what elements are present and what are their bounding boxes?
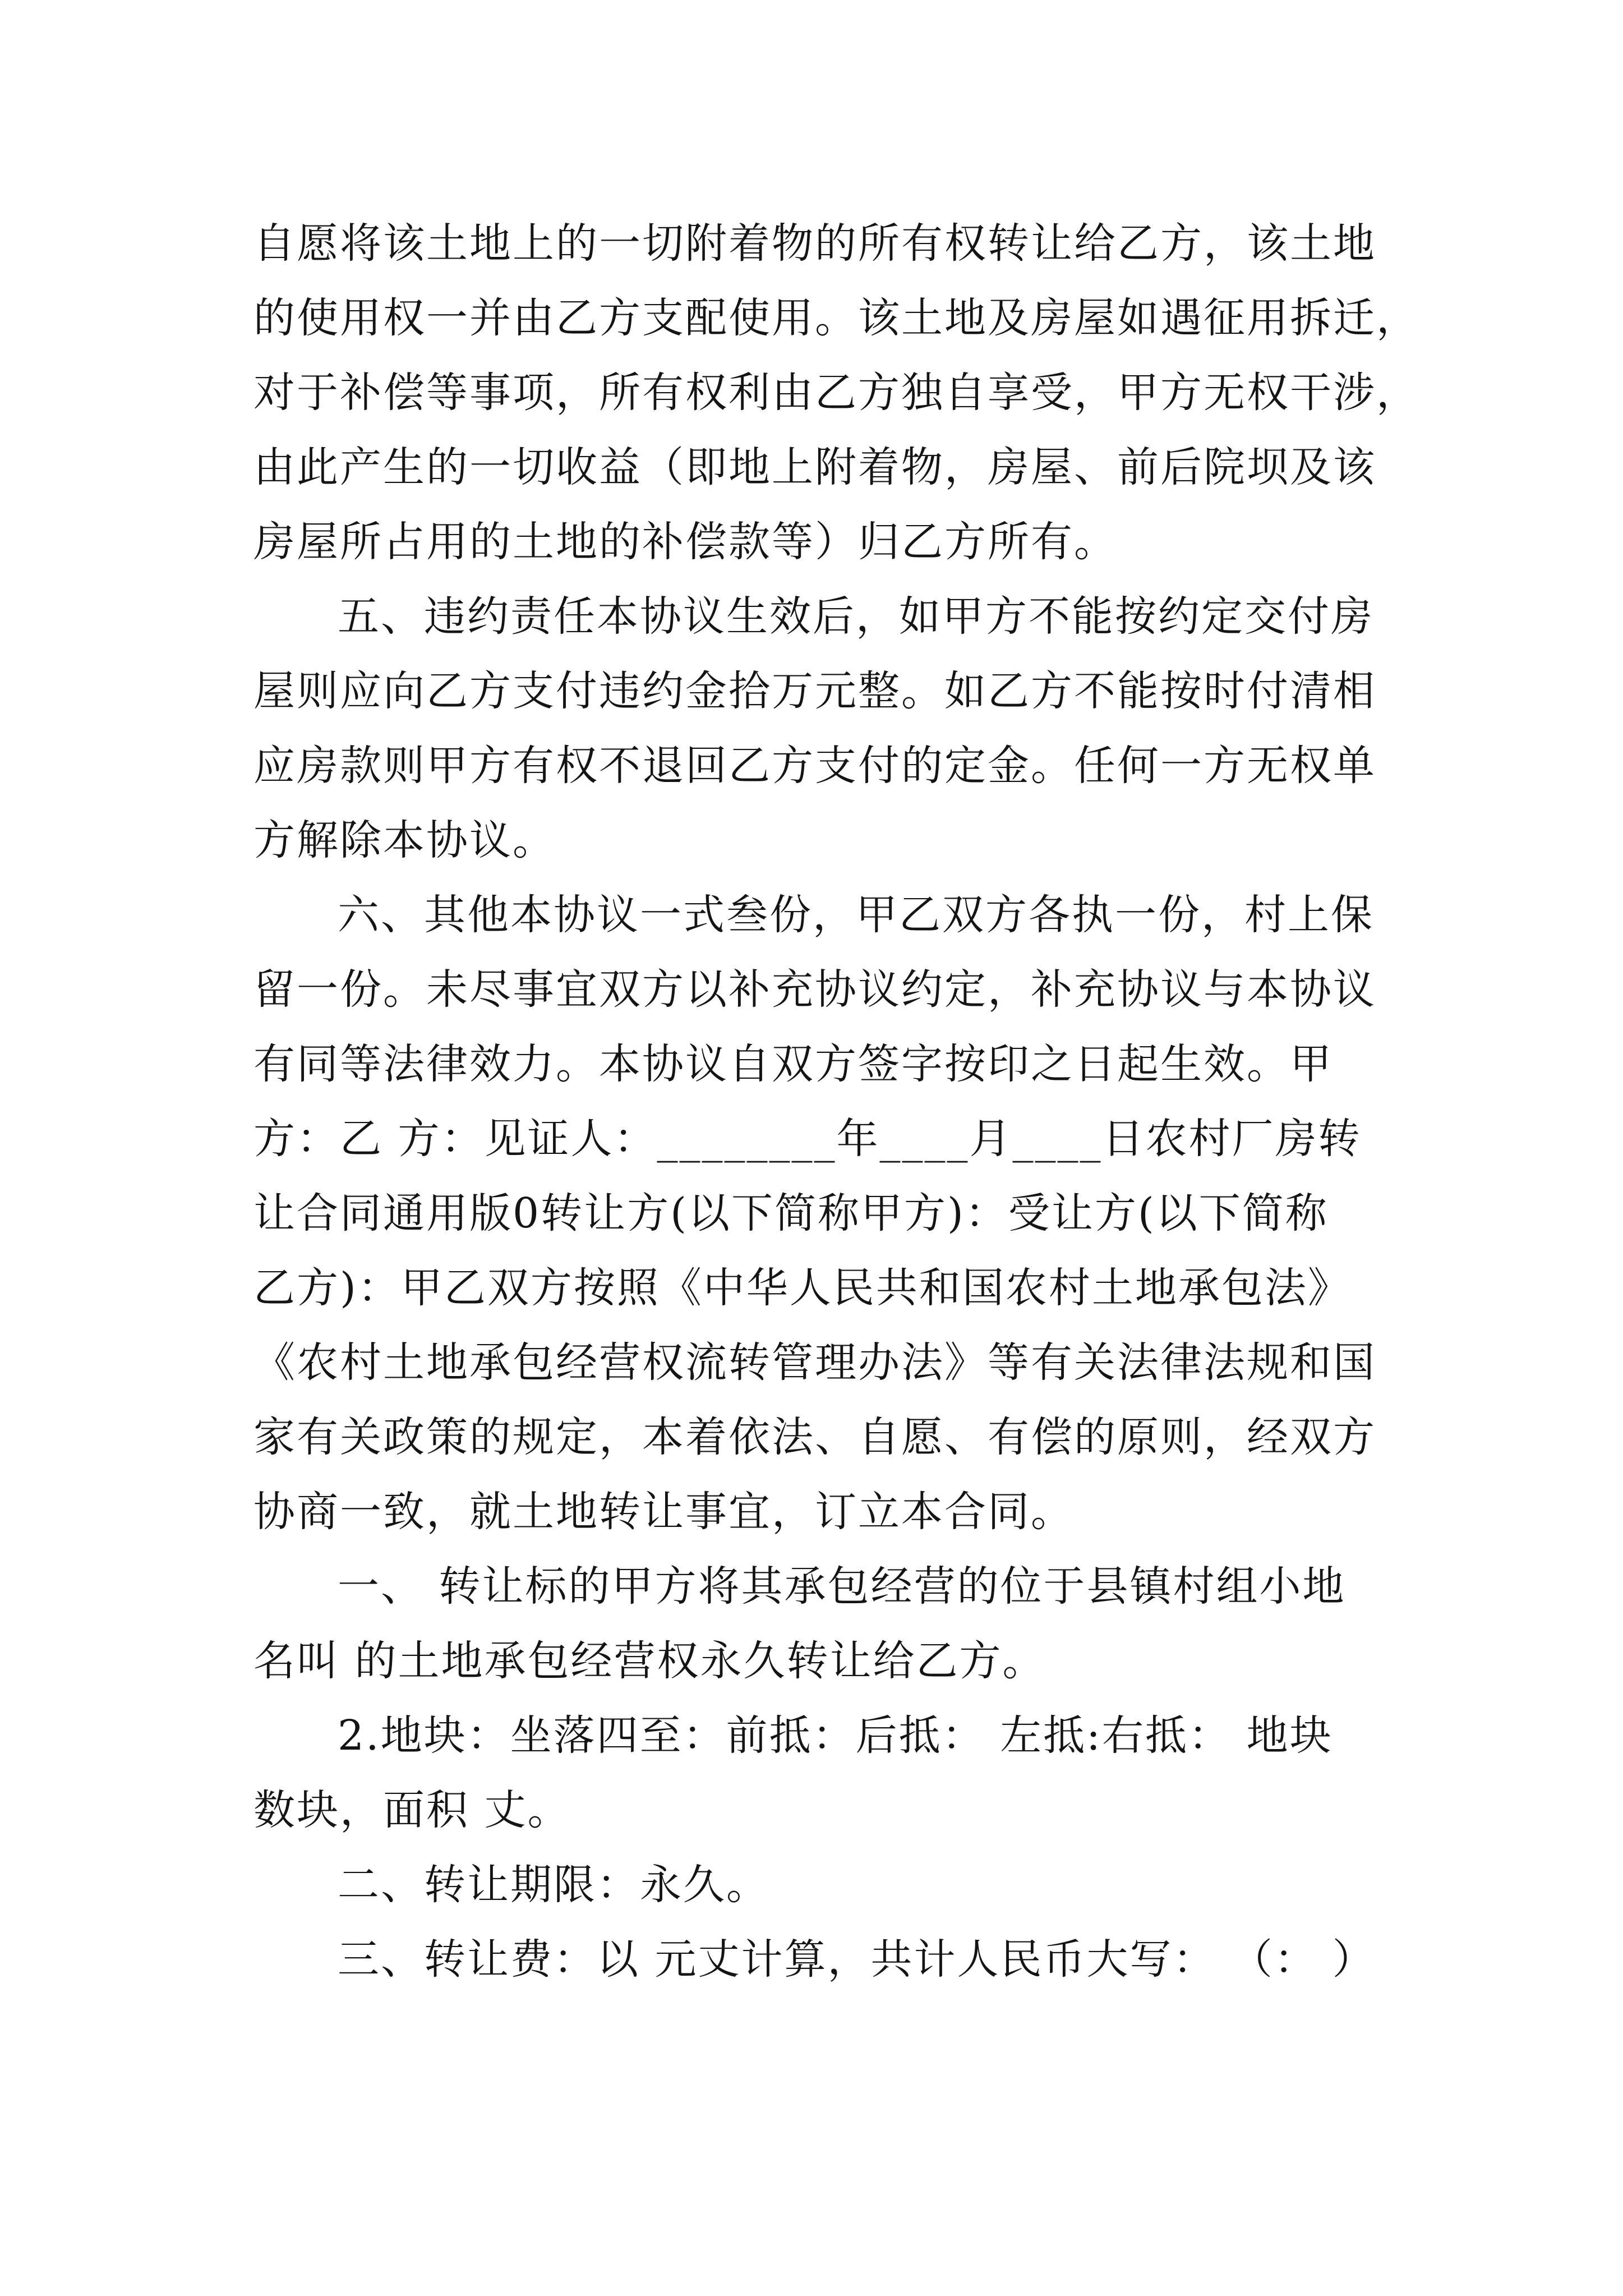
text-line: 屋则应向乙方支付违约金拾万元整。如乙方不能按时付清相 [253, 667, 1376, 715]
text-line: 让合同通用版0转让方(以下简称甲方)：受让方(以下简称 [253, 1189, 1329, 1237]
plot-boundaries-line: 2.地块：坐落四至：前抵：后抵： 左抵:右抵： 地块 [338, 1711, 1333, 1760]
text-line: 应房款则甲方有权不退回乙方支付的定金。任何一方无权单 [253, 742, 1376, 790]
text-line: 由此产生的一切收益（即地上附着物，房屋、前后院坝及该 [253, 443, 1376, 491]
text-line: 方解除本协议。 [253, 816, 556, 864]
text-line: 数块，面积 丈。 [253, 1786, 571, 1834]
text-line: 对于补偿等事项，所有权利由乙方独自享受，甲方无权干涉， [253, 369, 1419, 417]
section-one-heading-line: 一、 转让标的甲方将其承包经营的位于县镇村组小地 [338, 1562, 1346, 1611]
text-line: 名叫 的土地承包经营权永久转让给乙方。 [253, 1637, 1046, 1685]
section-five-heading-line: 五、违约责任本协议生效后，如甲方不能按约定交付房 [338, 592, 1374, 641]
text-line: 房屋所占用的土地的补偿款等）归乙方所有。 [253, 518, 1117, 566]
section-six-heading-line: 六、其他本协议一式叁份，甲乙双方各执一份，村上保 [338, 891, 1374, 939]
text-line: 家有关政策的规定，本着依法、自愿、有偿的原则，经双方 [253, 1413, 1376, 1461]
section-three-heading-line: 三、转让费：以 元丈计算，共计人民币大写： （： ） [338, 1935, 1376, 1984]
text-line: 乙方)：甲乙双方按照《中华人民共和国农村土地承包法》 [253, 1264, 1351, 1312]
section-two-heading-line: 二、转让期限：永久。 [338, 1861, 769, 1909]
text-line: 自愿将该土地上的一切附着物的所有权转让给乙方，该土地 [253, 219, 1376, 268]
text-line: 的使用权一并由乙方支配使用。该土地及房屋如遇征用拆迁， [253, 294, 1419, 342]
text-line: 《农村土地承包经营权流转管理办法》等有关法律法规和国 [253, 1338, 1376, 1387]
document-page [253, 206, 1419, 1997]
text-line: 留一份。未尽事宜双方以补充协议约定，补充协议与本协议 [253, 965, 1376, 1014]
signature-line: 方：乙 方：见证人：________年____月____日农村厂房转 [253, 1115, 1362, 1163]
text-line: 协商一致，就土地转让事宜，订立本合同。 [253, 1488, 1074, 1536]
text-line: 有同等法律效力。本协议自双方签字按印之日起生效。甲 [253, 1040, 1333, 1088]
